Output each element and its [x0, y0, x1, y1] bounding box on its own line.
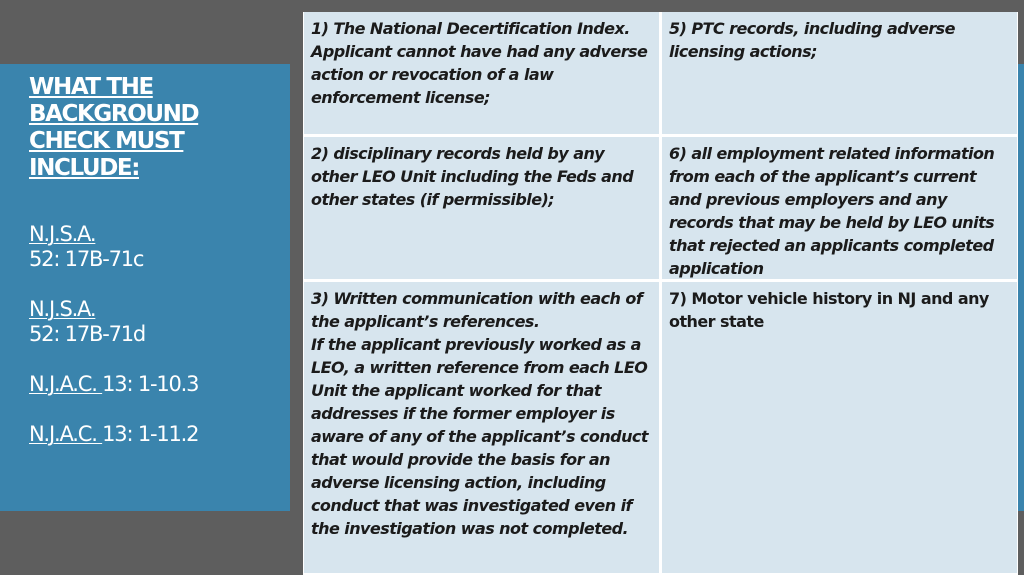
statute-section: 52: 17B-71d [29, 322, 146, 346]
statute-code: N.J.A.C. [29, 372, 103, 396]
table-cell-3: 3) Written communication with each of the applicant’s references. If the applicant previously worked as a LEO, a written reference from each LEO Unit the applicant worked for that addresses if the former employer is aware of any of the applicant’s conduct that would provide the basis for an adverse licensing action, including conduct that was investigated even if the investigation was not completed. [304, 282, 659, 573]
statute-section: 13: 1-11.2 [102, 422, 199, 446]
statute-reference [29, 422, 290, 447]
statute-code: N.J.S.A. [29, 222, 96, 246]
table-cell-5: 5) PTC records, including adverse licensing actions; [662, 12, 1017, 134]
statute-reference [29, 222, 290, 272]
statute-references [29, 222, 290, 447]
statute-reference [29, 372, 290, 397]
table-cell-6: 6) all employment related information from each of the applicant’s current and previous employers and any records that may be held by LEO units that rejected an applicants completed application [662, 137, 1017, 279]
statute-section: 52: 17B-71c [29, 247, 144, 271]
title-panel [0, 64, 290, 511]
table-cell-1: 1) The National Decertification Index. Applicant cannot have had any adverse action or revocation of a law enforcement license; [304, 12, 659, 134]
table-cell-2: 2) disciplinary records held by any other LEO Unit including the Feds and other states (if permissible); [304, 137, 659, 279]
table-cell-7: 7) Motor vehicle history in NJ and any other state [662, 282, 1017, 573]
statute-section: 13: 1-10.3 [102, 372, 199, 396]
statute-code: N.J.A.C. [29, 422, 103, 446]
slide-title: WHAT THE BACKGROUND CHECK MUST INCLUDE: [29, 74, 199, 181]
requirements-table [303, 12, 1018, 575]
statute-reference [29, 297, 290, 347]
statute-code: N.J.S.A. [29, 297, 96, 321]
